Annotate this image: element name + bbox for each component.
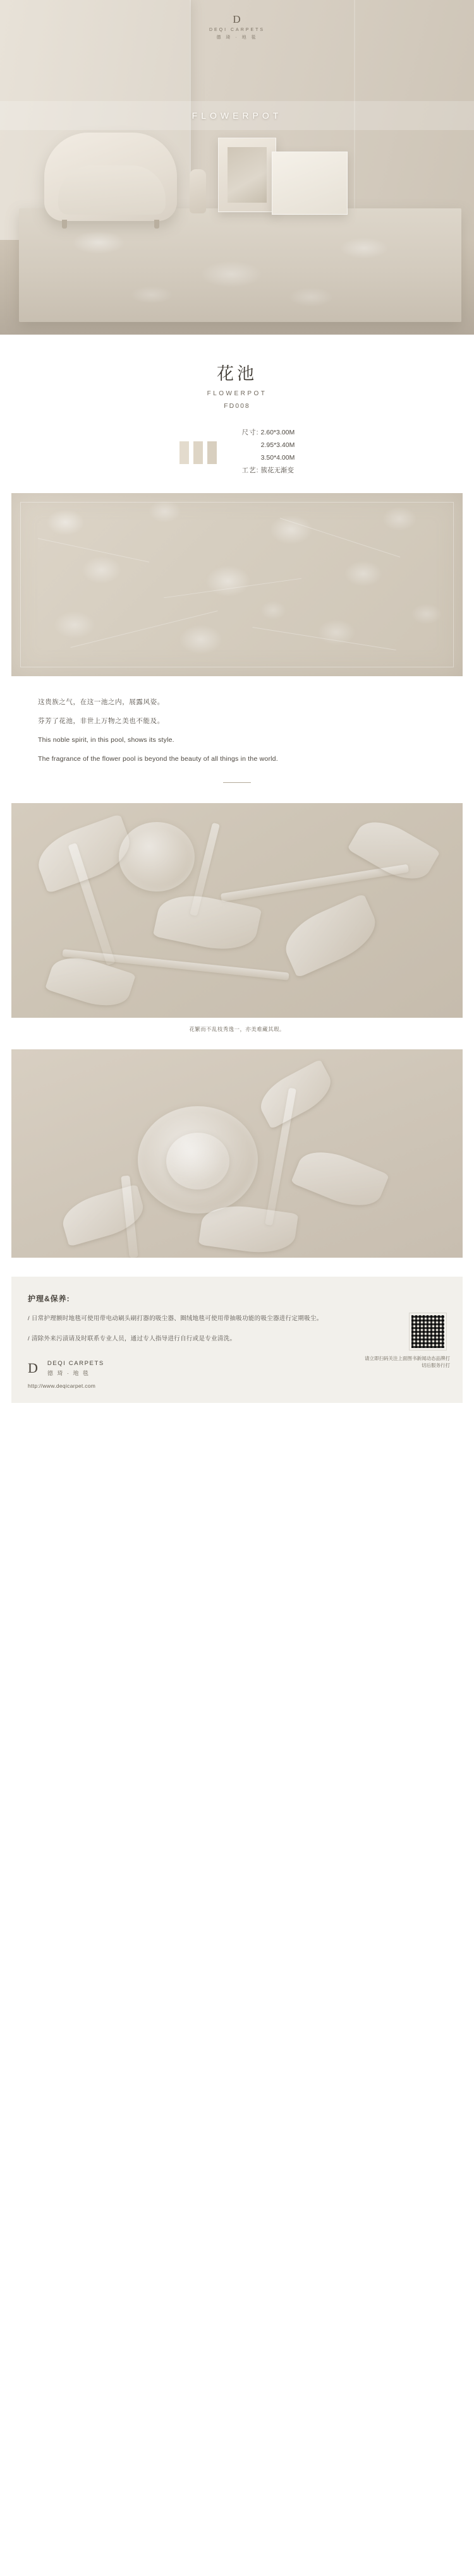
- rug-border: [20, 502, 454, 667]
- brand-website-link[interactable]: http://www.deqicarpet.com: [28, 1382, 96, 1389]
- brand-logo-subtitle: 德 琦 · 地 毯: [216, 35, 258, 40]
- color-swatch: [193, 441, 203, 464]
- brand-name-en: DEQI CARPETS: [47, 1360, 104, 1367]
- hero-canvas-board: [272, 152, 348, 215]
- brand-logo-name: DEQI CARPETS: [209, 27, 265, 32]
- poem-line-4: The fragrance of the flower pool is beyond the beauty of all things in the world.: [38, 755, 278, 763]
- brand-logo: [0, 14, 474, 40]
- rug-detail-image-leaves: [11, 803, 463, 1018]
- hero-room-photo: [0, 0, 474, 335]
- brand-logo-mark: D: [28, 1360, 39, 1376]
- poem-line-3: This noble spirit, in this pool, shows its style.: [38, 736, 174, 744]
- specification-list: [242, 426, 295, 477]
- hero-vase: [190, 169, 206, 213]
- craft-label: 工艺:: [241, 467, 259, 474]
- care-title: 护理&保养:: [28, 1294, 70, 1303]
- hero-rug: [19, 208, 461, 322]
- poem-line-1: 这贵族之气，在这一池之内，展露风姿。: [38, 698, 164, 706]
- poem-block: [0, 676, 474, 787]
- qr-caption: 请立即扫码关注上面图书新闻动态品牌打切后服务行打: [365, 1356, 450, 1369]
- qr-code: [410, 1313, 446, 1350]
- product-code: FD008: [224, 402, 250, 410]
- hero-caption-band: [0, 101, 474, 130]
- care-paragraph-2: / 清除外来污渍请及时联系专业人员，通过专人指导进行自行或是专业清洗。: [28, 1335, 236, 1342]
- section-divider: [223, 782, 251, 783]
- rug-full-view-image: [11, 493, 463, 676]
- product-name-en: FLOWERPOT: [207, 390, 267, 397]
- detail-caption: 花繁而不乱枝秀逸一，亦美难藏其瑕。: [189, 1026, 285, 1032]
- brand-name-cn: 德 琦 · 地 毯: [47, 1370, 90, 1377]
- specification-row: [0, 426, 474, 483]
- size-label: 尺寸:: [241, 429, 259, 436]
- color-swatch: [207, 441, 217, 464]
- size-value: 3.50*4.00M: [260, 454, 295, 462]
- rug-detail-image-bloom: [11, 1049, 463, 1258]
- craft-value: 簇花无渐变: [260, 467, 294, 474]
- hero-picture-frame: [218, 138, 276, 212]
- hero-armchair: [44, 133, 177, 221]
- product-name-cn: 花池: [217, 364, 257, 383]
- care-paragraph-1: / 日常护理额时地毯可使用带电动刷头刷打器的吸尘器、圈绒地毯可使用带抽吸功能的吸尘器进行定期吸尘。: [28, 1315, 323, 1322]
- footer-spacer: [0, 1403, 474, 1422]
- product-title-block: [0, 335, 474, 426]
- size-value: 2.60*3.00M: [260, 429, 295, 436]
- poem-line-2: 芬芳了花池，非世上万物之美也不能及。: [38, 717, 164, 725]
- color-swatch-group: [179, 426, 217, 464]
- size-value: 2.95*3.40M: [260, 441, 295, 449]
- hero-caption-label: FLOWERPOT: [191, 110, 283, 121]
- brand-logo-mark: D: [233, 13, 241, 25]
- care-instructions-panel: [11, 1277, 463, 1403]
- color-swatch: [179, 441, 189, 464]
